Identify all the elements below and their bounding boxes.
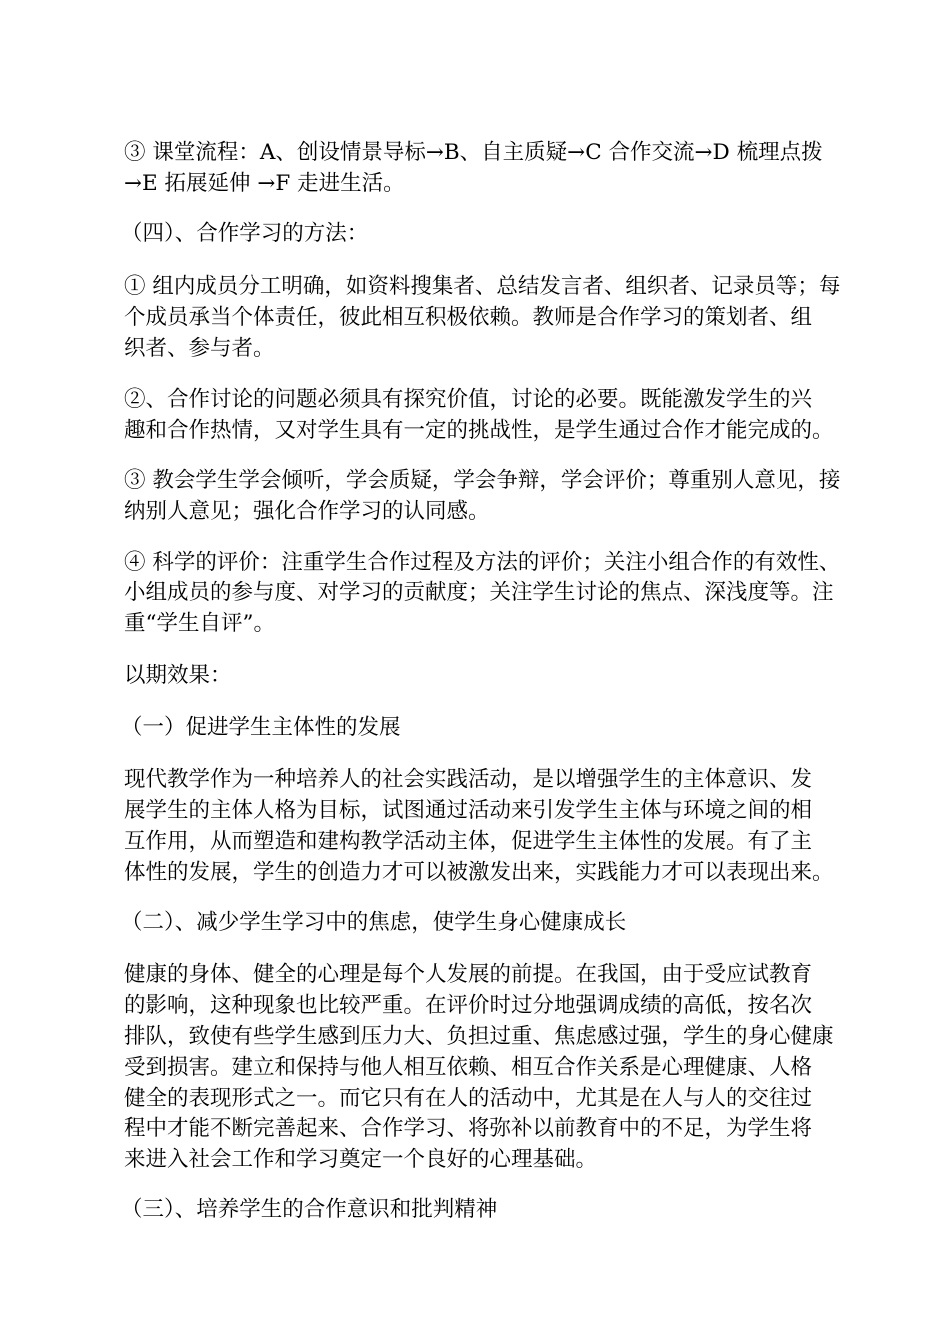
flow-line-1: ③ 课堂流程：A、创设情景导标→B、自主质疑→C 合作交流→D 梳理点拨 xyxy=(124,140,823,165)
method-2-line-2: 趣和合作热情，又对学生具有一定的挑战性，是学生通过合作才能完成的。 xyxy=(124,418,834,443)
effect-1-line-1: 现代教学作为一种培养人的社会实践活动，是以增强学生的主体意识、发 xyxy=(124,767,813,792)
effect-2-line-2: 的影响，这种现象也比较严重。在评价时过分地强调成绩的高低，按名次 xyxy=(124,993,813,1018)
method-1-line-1: ① 组内成员分工明确，如资料搜集者、总结发言者、组织者、记录员等；每 xyxy=(124,274,841,299)
method-3-line-2: 纳别人意见；强化合作学习的认同感。 xyxy=(124,499,490,524)
method-4-line-3: 重“学生自评”。 xyxy=(124,611,275,636)
effect-2-line-7: 来进入社会工作和学习奠定一个良好的心理基础。 xyxy=(124,1147,598,1172)
effect-1-line-4: 体性的发展，学生的创造力才可以被激发出来，实践能力才可以表现出来。 xyxy=(124,860,834,885)
method-2-line-1: ②、合作讨论的问题必须具有探究价值，讨论的必要。既能激发学生的兴 xyxy=(124,387,813,412)
effect-2-line-1: 健康的身体、健全的心理是每个人发展的前提。在我国，由于受应试教育 xyxy=(124,962,813,987)
effect-2-line-3: 排队，致使有些学生感到压力大、负担过重、焦虑感过强，学生的身心健康 xyxy=(124,1024,834,1049)
method-4-line-2: 小组成员的参与度、对学习的贡献度；关注学生讨论的焦点、深浅度等。注 xyxy=(124,580,834,605)
method-1-line-2: 个成员承当个体责任，彼此相互积极依赖。教师是合作学习的策划者、组 xyxy=(124,305,813,330)
effect-3-heading: （三）、培养学生的合作意识和批判精神 xyxy=(121,1197,498,1222)
effect-2-heading: （二）、减少学生学习中的焦虑，使学生身心健康成长 xyxy=(121,910,627,935)
method-4-line-1: ④ 科学的评价：注重学生合作过程及方法的评价；关注小组合作的有效性、 xyxy=(124,550,841,575)
effect-1-line-2: 展学生的主体人格为目标，试图通过活动来引发学生主体与环境之间的相 xyxy=(124,798,813,823)
effects-heading: 以期效果： xyxy=(124,663,232,688)
effect-1-line-3: 互作用，从而塑造和建构教学活动主体，促进学生主体性的发展。有了主 xyxy=(124,829,813,854)
methods-heading: （四）、合作学习的方法： xyxy=(121,221,369,246)
flow-line-2: →E 拓展延伸 →F 走进生活。 xyxy=(124,171,405,196)
effect-1-heading: （一）促进学生主体性的发展 xyxy=(121,715,401,740)
method-1-line-3: 织者、参与者。 xyxy=(124,336,275,361)
method-3-line-1: ③ 教会学生学会倾听，学会质疑，学会争辩，学会评价；尊重别人意见，接 xyxy=(124,468,841,493)
effect-2-line-5: 健全的表现形式之一。而它只有在人的活动中，尤其是在人与人的交往过 xyxy=(124,1086,813,1111)
effect-2-line-6: 程中才能不断完善起来、合作学习、将弥补以前教育中的不足，为学生将 xyxy=(124,1116,813,1141)
effect-2-line-4: 受到损害。建立和保持与他人相互依赖、相互合作关系是心理健康、人格 xyxy=(124,1055,813,1080)
